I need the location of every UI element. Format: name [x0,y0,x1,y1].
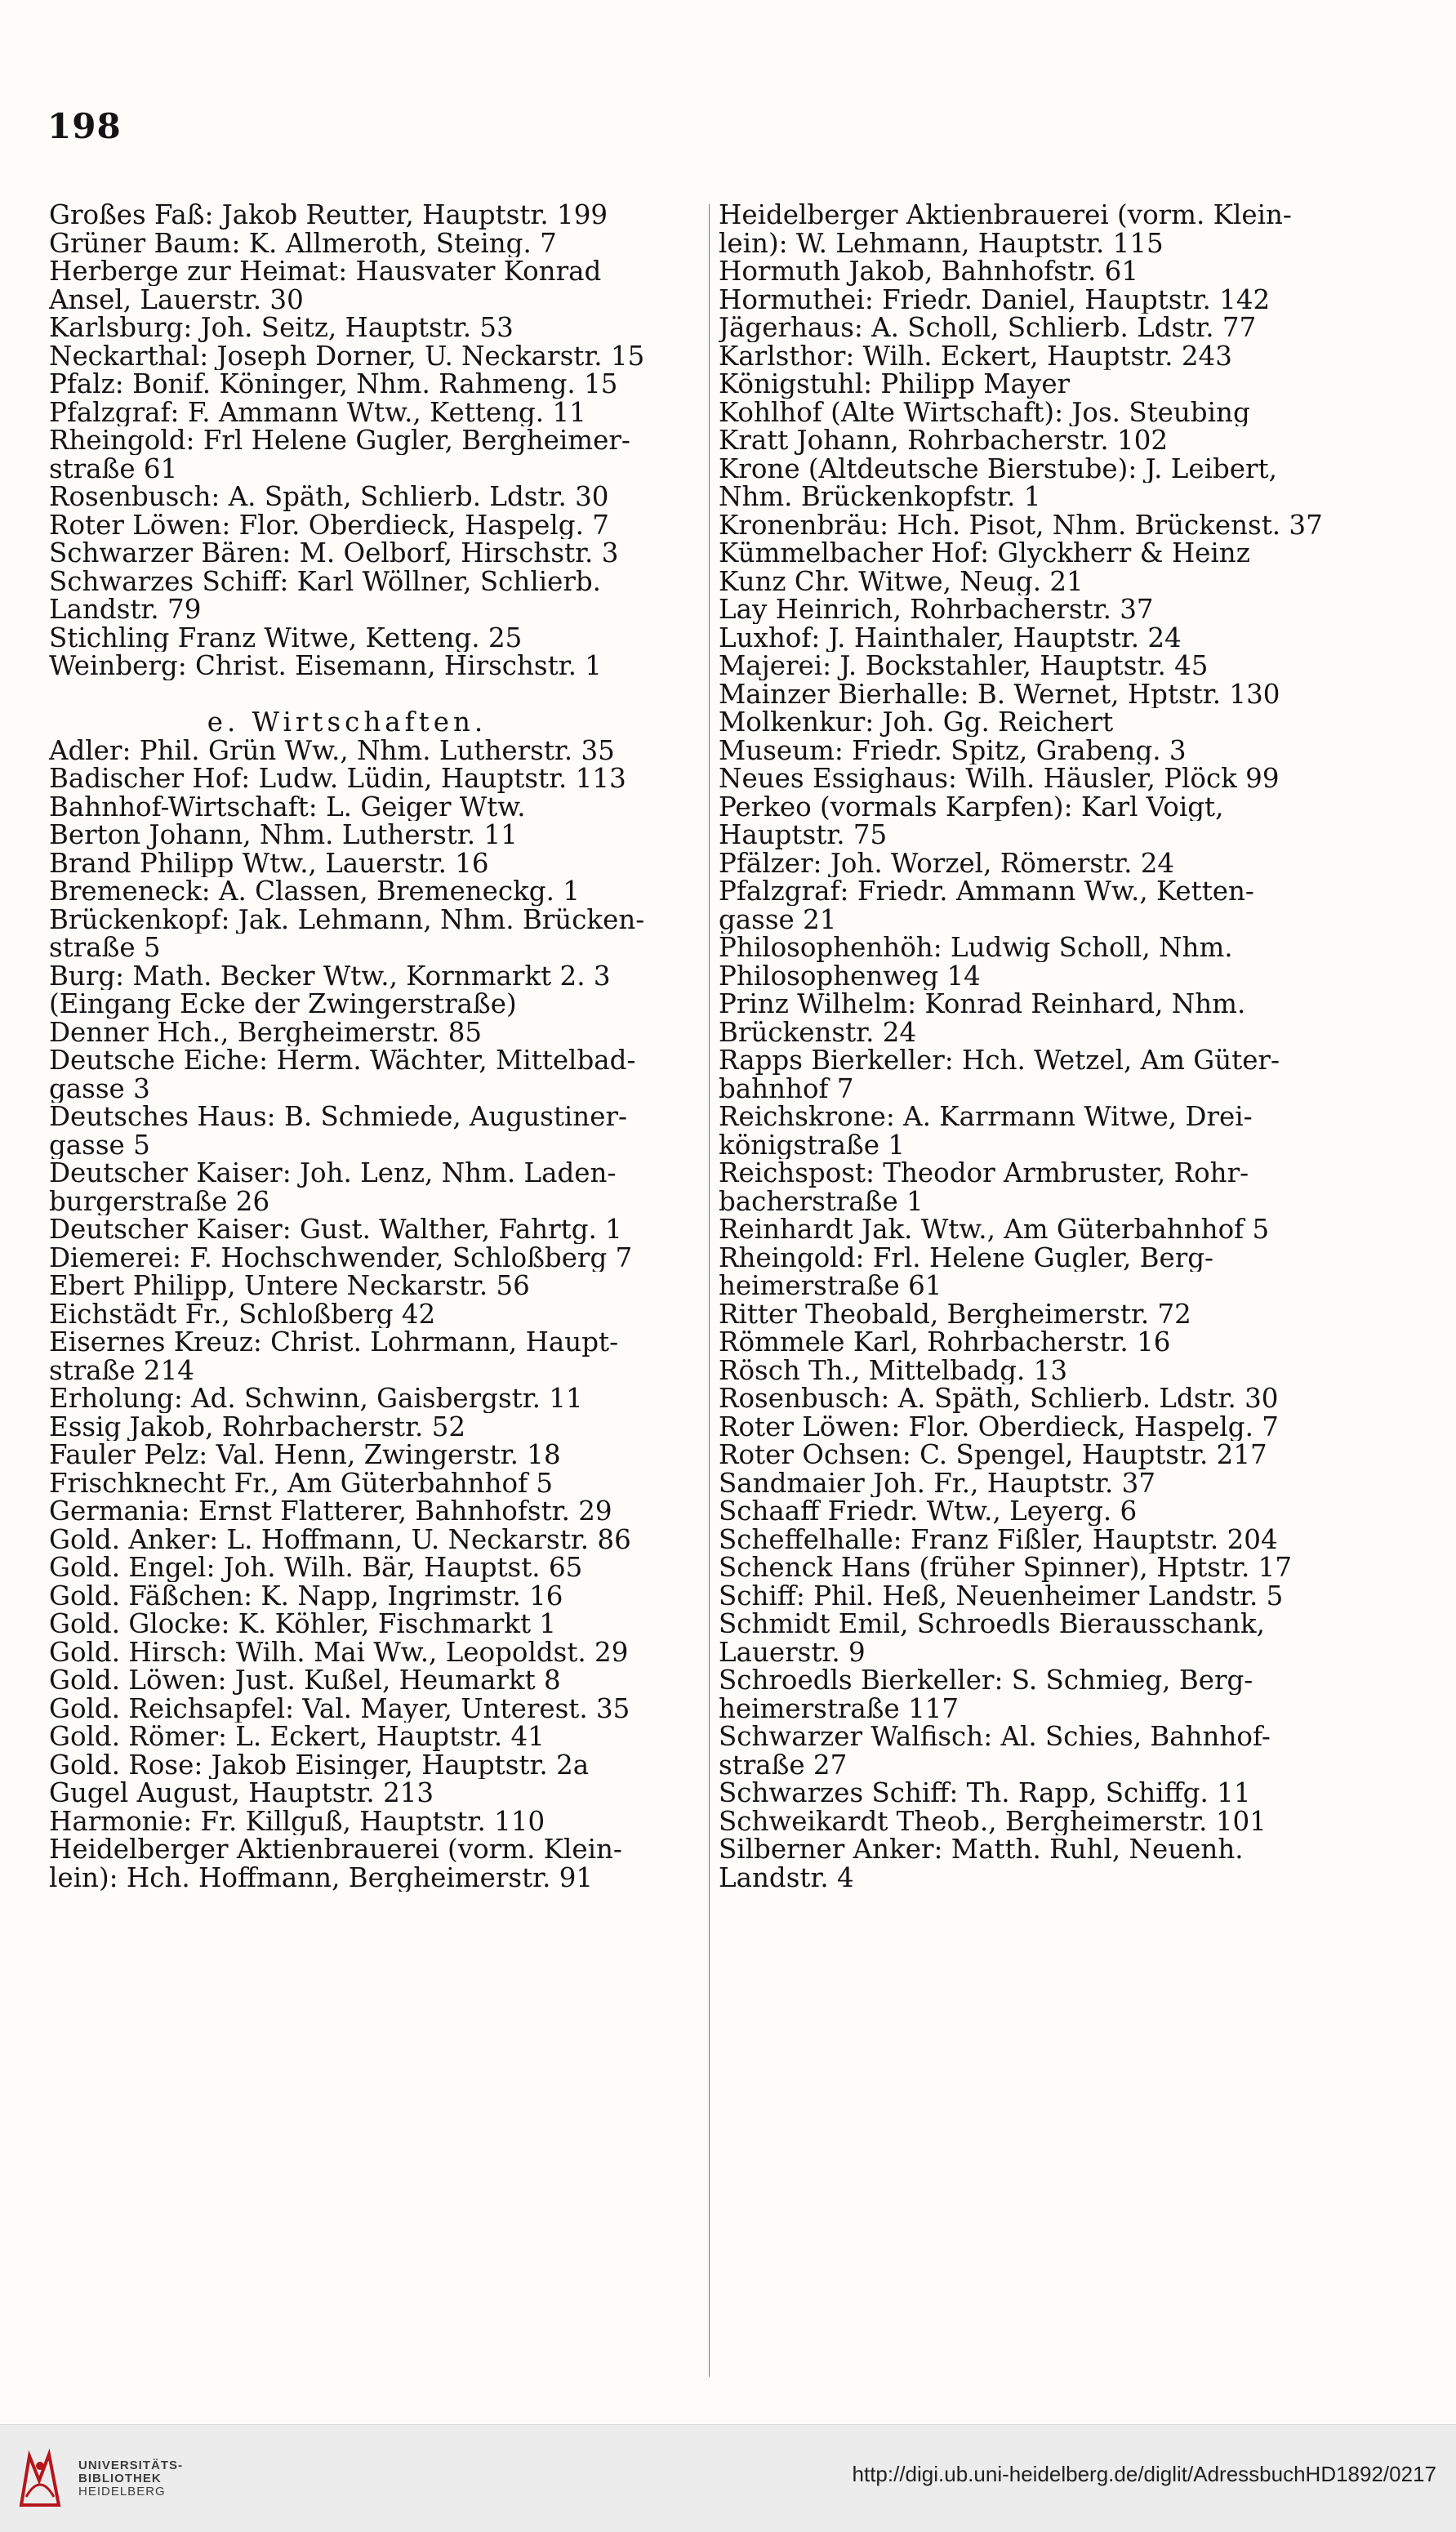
directory-entry: Eichstädt Fr., Schloßberg 42 [49,1299,436,1328]
directory-entry: Roter Löwen: Flor. Oberdieck, Haspelg. 7 [719,1412,1279,1441]
directory-entry: Bahnhof-Wirtschaft: L. Geiger Wtw. [49,792,526,821]
directory-entry: Deutscher Kaiser: Joh. Lenz, Nhm. Laden- [49,1159,617,1188]
directory-entry: Berton Johann, Nhm. Lutherstr. 11 [49,821,518,849]
directory-entry: Fauler Pelz: Val. Henn, Zwingerstr. 18 [49,1441,561,1469]
directory-entry: Denner Hch., Bergheimerstr. 85 [49,1018,483,1046]
directory-entry: Harmonie: Fr. Killguß, Hauptstr. 110 [49,1807,545,1835]
directory-entry: Philosophenhöh: Ludwig Scholl, Nhm. [719,934,1233,962]
directory-entry: Roter Löwen: Flor. Oberdieck, Haspelg. 7 [49,510,609,539]
directory-entry: Neues Essighaus: Wilh. Häusler, Plöck 99 [719,765,1280,793]
directory-entry: Silberner Anker: Matth. Ruhl, Neuenh. [719,1835,1244,1864]
directory-entry: Brückenkopf: Jak. Lehmann, Nhm. Brücken- [49,905,645,934]
right-column [719,201,1378,1892]
directory-entry: Nhm. Brückenkopfstr. 1 [719,483,1041,511]
directory-entry: gasse 3 [49,1074,150,1103]
directory-entry: Ritter Theobald, Bergheimerstr. 72 [719,1299,1191,1328]
column-divider [709,204,710,2377]
directory-entry: Gold. Löwen: Just. Kußel, Heumarkt 8 [49,1666,561,1695]
directory-entry: burgerstraße 26 [49,1187,270,1215]
directory-entry: Rosenbusch: A. Späth, Schlierb. Ldstr. 30 [49,483,609,511]
directory-entry: Schroedls Bierkeller: S. Schmieg, Berg- [719,1666,1253,1695]
directory-entry: Heidelberger Aktienbrauerei (vorm. Klein- [719,201,1292,230]
directory-entry: Kohlhof (Alte Wirtschaft): Jos. Steubing [719,398,1250,426]
library-name-line1: UNIVERSITÄTS- [78,2458,184,2472]
directory-entry: Römmele Karl, Rohrbacherstr. 16 [719,1328,1171,1357]
directory-entry: Pfalz: Bonif. Köninger, Nhm. Rahmeng. 15 [49,370,618,399]
directory-entry: Hormuthei: Friedr. Daniel, Hauptstr. 142 [719,285,1271,314]
directory-entry: Schaaff Friedr. Wtw., Leyerg. 6 [719,1497,1138,1526]
directory-entry: Schwarzes Schiff: Th. Rapp, Schiffg. 11 [719,1779,1251,1808]
directory-entry: Gold. Rose: Jakob Eisinger, Hauptstr. 2a [49,1750,590,1779]
directory-entry: Diemerei: F. Hochschwender, Schloßberg 7 [49,1243,633,1272]
directory-entry: Deutsche Eiche: Herm. Wächter, Mittelbad- [49,1046,636,1075]
directory-entry: Herberge zur Heimat: Hausvater Konrad [49,257,602,286]
directory-entry: Lay Heinrich, Rohrbacherstr. 37 [719,595,1154,624]
directory-entry: Kümmelbacher Hof: Glyckherr & Heinz [719,539,1250,568]
directory-entry: Deutsches Haus: B. Schmiede, Augustiner- [49,1103,627,1131]
library-seal-icon [15,2448,65,2512]
library-name [78,2459,183,2499]
viewer-footer [0,2424,1456,2532]
directory-entry: Gold. Engel: Joh. Wilh. Bär, Hauptst. 65 [49,1554,583,1582]
directory-entry: Reinhardt Jak. Wtw., Am Güterbahnhof 5 [719,1215,1270,1244]
directory-entry: Schwarzer Bären: M. Oelborf, Hirschstr. 3 [49,539,619,568]
directory-entry: Pfälzer: Joh. Worzel, Römerstr. 24 [719,849,1175,877]
directory-entry: Schiff: Phil. Heß, Neuenheimer Landstr. 5 [719,1581,1284,1610]
directory-entry: Krone (Altdeutsche Bierstube): J. Leibert, [719,454,1277,483]
directory-entry: straße 27 [719,1750,848,1779]
directory-entry: Adler: Phil. Grün Ww., Nhm. Lutherstr. 35 [49,736,615,765]
directory-entry: bahnhof 7 [719,1074,854,1103]
directory-entry: königstraße 1 [719,1130,905,1159]
directory-entry: (Eingang Ecke der Zwingerstraße) [49,990,517,1019]
directory-entry: Grüner Baum: K. Allmeroth, Steing. 7 [49,229,557,257]
directory-entry: Brand Philipp Wtw., Lauerstr. 16 [49,849,489,877]
directory-entry: Rheingold: Frl. Helene Gugler, Berg- [719,1243,1214,1272]
directory-entry: Stichling Franz Witwe, Ketteng. 25 [49,623,523,652]
directory-entry: Lauerstr. 9 [719,1638,866,1666]
directory-entry: lein): W. Lehmann, Hauptstr. 115 [719,229,1164,257]
page-number: 198 [47,106,122,146]
directory-entry: Essig Jakob, Rohrbacherstr. 52 [49,1412,466,1441]
directory-entry: Gold. Fäßchen: K. Napp, Ingrimstr. 16 [49,1581,563,1610]
directory-entry: straße 5 [49,934,161,962]
directory-entry: Museum: Friedr. Spitz, Grabeng. 3 [719,736,1187,765]
directory-entry: straße 214 [49,1356,194,1384]
directory-entry: Neckarthal: Joseph Dorner, U. Neckarstr. 15 [49,341,645,370]
directory-entry: Pfalzgraf: F. Ammann Wtw., Ketteng. 11 [49,398,586,426]
directory-entry: Schenck Hans (früher Spinner), Hptstr. 17 [719,1554,1293,1582]
directory-entry: Gold. Hirsch: Wilh. Mai Ww., Leopoldst. 29 [49,1638,629,1666]
directory-entry: Karlsthor: Wilh. Eckert, Hauptstr. 243 [719,341,1232,370]
directory-entry: Majerei: J. Bockstahler, Hauptstr. 45 [719,652,1209,680]
directory-entry: Gold. Anker: L. Hoffmann, U. Neckarstr. 86 [49,1525,631,1554]
directory-entry: Gold. Römer: L. Eckert, Hauptstr. 41 [49,1723,545,1751]
directory-entry: Reichskrone: A. Karrmann Witwe, Drei- [719,1103,1253,1131]
directory-entry: Ebert Philipp, Untere Neckarstr. 56 [49,1272,530,1300]
directory-entry: heimerstraße 117 [719,1694,960,1723]
directory-entry: Weinberg: Christ. Eisemann, Hirschstr. 1 [49,652,602,680]
directory-entry: Philosophenweg 14 [719,961,981,990]
directory-entry [49,680,702,709]
directory-entry: gasse 21 [719,905,837,934]
directory-entry: Prinz Wilhelm: Konrad Reinhard, Nhm. [719,990,1246,1019]
directory-entry: Kunz Chr. Witwe, Neug. 21 [719,567,1084,595]
directory-entry: Erholung: Ad. Schwinn, Gaisbergstr. 11 [49,1384,583,1413]
directory-entry: Jägerhaus: A. Scholl, Schlierb. Ldstr. 77 [719,314,1257,342]
directory-entry: Gold. Glocke: K. Köhler, Fischmarkt 1 [49,1610,557,1638]
directory-entry: Molkenkur: Joh. Gg. Reichert [719,708,1114,737]
directory-entry: Heidelberger Aktienbrauerei (vorm. Klein- [49,1835,622,1864]
directory-entry: Deutscher Kaiser: Gust. Walther, Fahrtg. 1 [49,1215,622,1244]
directory-entry: Gold. Reichsapfel: Val. Mayer, Unterest. 35 [49,1694,630,1723]
directory-entry: Burg: Math. Becker Wtw., Kornmarkt 2. 3 [49,961,611,990]
directory-entry: Ansel, Lauerstr. 30 [49,285,304,314]
library-name-line2: BIBLIOTHEK [78,2472,162,2485]
directory-entry: Scheffelhalle: Franz Fißler, Hauptstr. 204 [719,1525,1278,1554]
directory-entry: Rheingold: Frl Helene Gugler, Bergheimer- [49,426,630,455]
directory-entry: Kronenbräu: Hch. Pisot, Nhm. Brückenst. 37 [719,510,1323,539]
directory-entry: Sandmaier Joh. Fr., Hauptstr. 37 [719,1469,1155,1497]
directory-entry: Bremeneck: A. Classen, Bremeneckg. 1 [49,877,580,906]
source-url-link[interactable]: http://digi.ub.uni-heidelberg.de/diglit/AdressbuchHD1892/0217 [852,2462,1436,2486]
directory-entry: heimerstraße 61 [719,1272,942,1300]
directory-entry: Schmidt Emil, Schroedls Bierausschank, [719,1610,1265,1638]
directory-entry: gasse 5 [49,1130,150,1159]
directory-entry: Mainzer Bierhalle: B. Wernet, Hptstr. 130 [719,680,1280,708]
directory-entry: Schweikardt Theob., Bergheimerstr. 101 [719,1807,1267,1835]
directory-entry: Hormuth Jakob, Bahnhofstr. 61 [719,257,1139,286]
directory-entry: Pfalzgraf: Friedr. Ammann Ww., Ketten- [719,877,1254,906]
directory-entry: Landstr. 79 [49,595,202,624]
directory-entry: Rösch Th., Mittelbadg. 13 [719,1356,1068,1384]
directory-entry: lein): Hch. Hoffmann, Bergheimerstr. 91 [49,1863,594,1892]
directory-entry: Frischknecht Fr., Am Güterbahnhof 5 [49,1469,554,1497]
directory-entry: Schwarzer Walfisch: Al. Schies, Bahnhof- [719,1723,1271,1751]
directory-entry: Reichspost: Theodor Armbruster, Rohr- [719,1159,1249,1188]
library-name-line3: HEIDELBERG [78,2485,166,2499]
directory-entry: bacherstraße 1 [719,1187,924,1215]
directory-entry: Rapps Bierkeller: Hch. Wetzel, Am Güter- [719,1046,1280,1075]
directory-entry: Rosenbusch: A. Späth, Schlierb. Ldstr. 30 [719,1384,1279,1413]
directory-entry: Großes Faß: Jakob Reutter, Hauptstr. 199 [49,201,608,230]
directory-entry: Perkeo (vormals Karpfen): Karl Voigt, [719,792,1224,821]
directory-entry: Brückenstr. 24 [719,1018,917,1046]
directory-entry: Gugel August, Hauptstr. 213 [49,1779,434,1808]
directory-entry: Luxhof: J. Hainthaler, Hauptstr. 24 [719,623,1182,652]
directory-entry: Königstuhl: Philipp Mayer [719,370,1071,399]
directory-entry: Germania: Ernst Flatterer, Bahnhofstr. 29 [49,1497,612,1526]
directory-entry: straße 61 [49,454,178,483]
directory-entry: Schwarzes Schiff: Karl Wöllner, Schlierb. [49,567,602,595]
left-column [49,201,702,1892]
directory-entry: Hauptstr. 75 [719,821,888,849]
directory-entry: Roter Ochsen: C. Spengel, Hauptstr. 217 [719,1441,1267,1469]
directory-entry: Landstr. 4 [719,1863,854,1892]
directory-entry: Kratt Johann, Rohrbacherstr. 102 [719,426,1169,455]
directory-entry: Badischer Hof: Ludw. Lüdin, Hauptstr. 113 [49,765,626,793]
directory-entry: Eisernes Kreuz: Christ. Lohrmann, Haupt- [49,1328,619,1357]
section-heading: e. Wirtschaften. [207,708,488,737]
directory-entry: Karlsburg: Joh. Seitz, Hauptstr. 53 [49,314,514,342]
